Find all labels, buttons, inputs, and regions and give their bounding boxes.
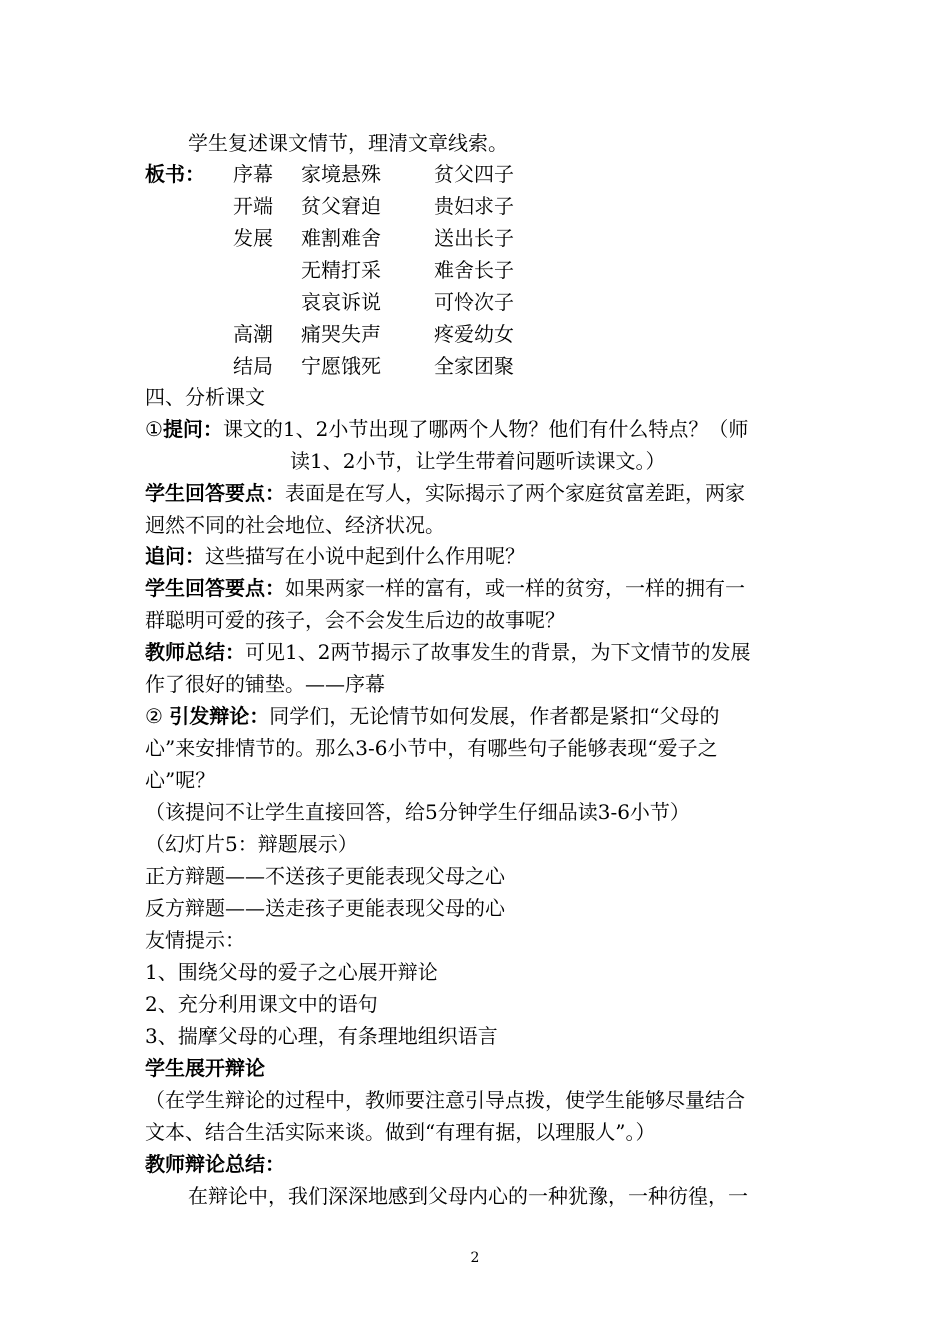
answer-1 bbox=[145, 477, 745, 509]
board-stage: 发展 bbox=[233, 226, 273, 250]
teacher-summary-continued: 作了很好的铺垫。——序幕 bbox=[145, 672, 385, 696]
intro-line: 学生复述课文情节，理清文章线索。 bbox=[188, 131, 508, 155]
question-2-continued-2: 心”呢？ bbox=[145, 768, 216, 792]
question-2-continued: 心”来安排情节的。那么3-6小节中，有哪些句子能够表现“爱子之 bbox=[145, 736, 718, 760]
pro-motion: 正方辩题——不送孩子更能表现父母之心 bbox=[145, 864, 505, 888]
guidance-note-continued: 文本、结合生活实际来谈。做到“有理有据，以理服人”。） bbox=[145, 1120, 656, 1144]
answer-2-text: 如果两家一样的富有，或一样的贫穷，一样的拥有一 bbox=[285, 576, 745, 600]
teacher-summary-text: 可见1、2两节揭示了故事发生的背景，为下文情节的发展 bbox=[245, 640, 751, 664]
note-line: （该提问不让学生直接回答，给5分钟学生仔细品读3-6小节） bbox=[145, 800, 690, 824]
teacher-summary bbox=[145, 636, 750, 668]
board-cell-a: 宁愿饿死 bbox=[301, 354, 381, 378]
con-motion: 反方辩题——送走孩子更能表现父母的心 bbox=[145, 896, 505, 920]
board-cell-a: 哀哀诉说 bbox=[301, 290, 381, 314]
tip-item: 1、围绕父母的爱子之心展开辩论 bbox=[145, 960, 438, 984]
board-cell-b: 可怜次子 bbox=[434, 290, 514, 314]
question-1-number: ① bbox=[145, 417, 163, 441]
board-cell-a: 难割难舍 bbox=[301, 226, 381, 250]
follow-up-question bbox=[145, 540, 525, 572]
answer-2-continued: 群聪明可爱的孩子，会不会发生后边的故事呢？ bbox=[145, 608, 565, 632]
board-stage: 高潮 bbox=[233, 322, 273, 346]
board-cell-a: 无精打采 bbox=[301, 258, 381, 282]
question-2 bbox=[145, 700, 720, 732]
teacher-summary-label: 教师总结： bbox=[145, 640, 245, 664]
page-number: 2 bbox=[470, 1250, 480, 1266]
board-cell-b: 疼爱幼女 bbox=[434, 322, 514, 346]
debate-summary-label: 教师辩论总结： bbox=[145, 1152, 285, 1176]
closing-paragraph: 在辩论中，我们深深地感到父母内心的一种犹豫，一种彷徨，一 bbox=[188, 1184, 748, 1208]
question-1-continued: 读1、2小节，让学生带着问题听读课文。） bbox=[290, 449, 666, 473]
board-stage: 开端 bbox=[233, 194, 273, 218]
follow-up-label: 追问： bbox=[145, 544, 205, 568]
board-stage: 结局 bbox=[233, 354, 273, 378]
question-2-number: ② bbox=[145, 704, 163, 728]
question-1-label: 提问： bbox=[162, 417, 223, 441]
board-cell-a: 贫父窘迫 bbox=[301, 194, 381, 218]
debate-heading: 学生展开辩论 bbox=[145, 1056, 265, 1080]
answer-1-continued: 迥然不同的社会地位、经济状况。 bbox=[145, 513, 445, 537]
tip-item: 3、揣摩父母的心理，有条理地组织语言 bbox=[145, 1024, 498, 1048]
answer-2 bbox=[145, 572, 745, 604]
guidance-note: （在学生辩论的过程中，教师要注意引导点拨，使学生能够尽量结合 bbox=[145, 1088, 745, 1112]
follow-up-text: 这些描写在小说中起到什么作用呢？ bbox=[205, 544, 525, 568]
board-cell-b: 贫父四子 bbox=[434, 162, 514, 186]
answer-1-label: 学生回答要点： bbox=[145, 481, 285, 505]
board-cell-b: 难舍长子 bbox=[434, 258, 514, 282]
question-2-label: 引发辩论： bbox=[169, 704, 270, 728]
board-label: 板书： bbox=[145, 162, 205, 186]
tips-label: 友情提示： bbox=[145, 928, 245, 952]
question-2-text: 同学们，无论情节如何发展，作者都是紧扣“父母的 bbox=[269, 704, 720, 728]
tip-item: 2、充分利用课文中的语句 bbox=[145, 992, 378, 1016]
section-heading: 四、分析课文 bbox=[145, 385, 265, 409]
question-1 bbox=[145, 413, 748, 445]
question-1-text: 课文的1、2小节出现了哪两个人物？他们有什么特点？（师 bbox=[222, 417, 749, 441]
answer-1-text: 表面是在写人，实际揭示了两个家庭贫富差距，两家 bbox=[285, 481, 745, 505]
board-cell-b: 全家团聚 bbox=[434, 354, 514, 378]
board-stage: 序幕 bbox=[233, 162, 273, 186]
board-cell-a: 痛哭失声 bbox=[301, 322, 381, 346]
slide-note: （幻灯片5：辩题展示） bbox=[145, 832, 358, 856]
board-cell-b: 送出长子 bbox=[434, 226, 514, 250]
board-cell-a: 家境悬殊 bbox=[301, 162, 381, 186]
answer-2-label: 学生回答要点： bbox=[145, 576, 285, 600]
board-cell-b: 贵妇求子 bbox=[434, 194, 514, 218]
